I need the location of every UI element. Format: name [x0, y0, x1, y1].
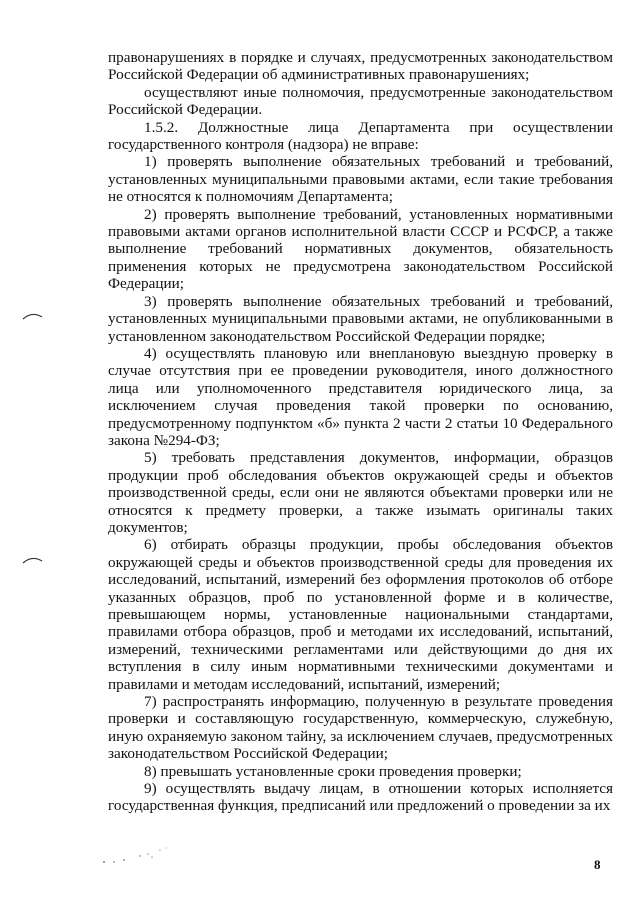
list-item-4: 4) осуществлять плановую или внеплановую выездную проверку в случае отсутствия при ее проведении руководителя, иного должностного лица или уполномоченного представителя юридического лица, за исключением случая проведения такой проверки по основанию, предусмотренному подпунктом «б» пункта 2 части 2 статьи 10 Федерального закона №294-ФЗ; — [108, 344, 613, 449]
list-item-5: 5) требовать представления документов, информации, образцов продукции проб обследования объектов окружающей среды и объектов производственной среды, если они не являются объектами проверки или не относятся к предмету проверки, а также изымать оригиналы таких документов; — [108, 449, 613, 536]
scan-specks — [100, 840, 180, 870]
margin-binding-mark — [22, 311, 44, 321]
paragraph: правонарушениях в порядке и случаях, предусмотренных законодательством Российской Федерации об административных правонарушениях; — [108, 49, 613, 84]
page-number: 8 — [594, 857, 601, 872]
list-item-9: 9) осуществлять выдачу лицам, в отношении которых исполняется государственная функция, предписаний или предложений о проведении за их — [108, 780, 613, 815]
list-item-8: 8) превышать установленные сроки проведения проверки; — [144, 762, 522, 780]
list-item-2: 2) проверять выполнение требований, установленных нормативными правовыми актами органов исполнительной власти СССР и РСФСР, а также выполнение требований нормативных документов, обязательность применения которых не предусмотрена законодательством Российской Федерации; — [108, 205, 613, 293]
margin-binding-mark — [22, 555, 44, 565]
body-text — [108, 49, 613, 815]
list-item-7: 7) распространять информацию, полученную в результате проведения проверки и составляющую государственную, коммерческую, служебную, иную охраняемую законом тайну, за исключением случаев, предусмотренных законодательством Российской Федерации; — [108, 693, 613, 763]
paragraph: 1.5.2. Должностные лица Департамента при осуществлении государственного контроля (надзора) не вправе: — [108, 118, 613, 154]
paragraph: осуществляют иные полномочия, предусмотренные законодательством Российской Федерации. — [108, 83, 613, 119]
list-item-6: 6) отбирать образцы продукции, пробы обследования объектов окружающей среды и объектов производственной среды для проведения их исследований, испытаний, измерений без оформления протоколов об отборе указанных образцов, проб по установленной форме и в количестве, превышающем нормы, установленные национальными стандартами, правилами отбора образцов, проб и методами их исследований, испытаний, измерений, техническими регламентами или действующими до дня их вступления в силу иным нормативными техническими документами и правилами и методам исследований, испытаний, измерений; — [108, 536, 613, 693]
list-item-3: 3) проверять выполнение обязательных требований и требований, установленных муниципальными правовыми актами, не опубликованными в установленном законодательством Российской Федерации порядке; — [108, 292, 613, 345]
list-item-1: 1) проверять выполнение обязательных требований и требований, установленных муниципальными правовыми актами, если такие требования не относятся к полномочиям Департамента; — [108, 153, 613, 206]
